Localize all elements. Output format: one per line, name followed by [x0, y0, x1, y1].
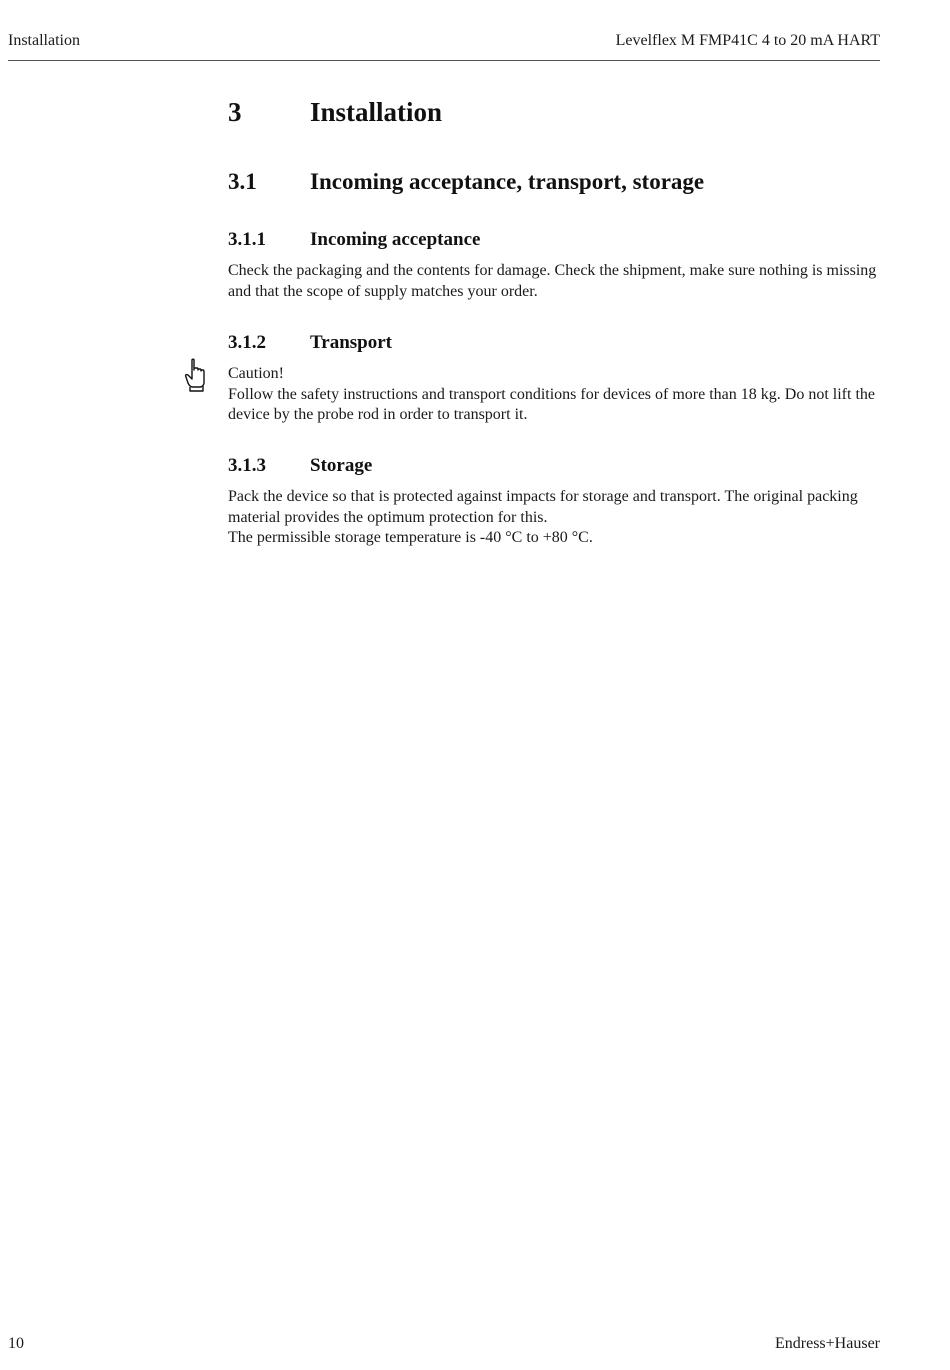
chapter-heading — [228, 96, 442, 128]
running-header-product: Levelflex M FMP41C 4 to 20 mA HART — [615, 32, 880, 49]
footer-brand: Endress+Hauser — [775, 1335, 880, 1352]
storage-temperature-text: The permissible storage temperature is -40 °C to +80 °C. — [228, 529, 593, 546]
subsection-number: 3.1.3 — [228, 455, 266, 476]
subsection-number: 3.1.1 — [228, 229, 266, 250]
running-header-section: Installation — [8, 32, 80, 49]
chapter-number: 3 — [228, 97, 242, 127]
caution-text: Follow the safety instructions and transport conditions for devices of more than 18 kg. Do not lift the device by the probe rod in order to transport it. — [228, 385, 875, 423]
page-number: 10 — [8, 1335, 24, 1352]
pointing-hand-icon — [183, 358, 207, 392]
caution-label: Caution! — [228, 365, 284, 382]
subsection-number: 3.1.2 — [228, 332, 266, 353]
incoming-acceptance-text: Check the packaging and the contents for damage. Check the shipment, make sure nothing is missing and that the scope of supply matches your order. — [228, 262, 877, 300]
subsection-title: Storage — [310, 455, 373, 476]
chapter-title: Installation — [310, 97, 443, 127]
subsection-heading-3-1-3 — [228, 454, 372, 478]
subsection-title: Transport — [310, 332, 392, 353]
section-number: 3.1 — [228, 169, 257, 194]
subsection-heading-3-1-1 — [228, 228, 480, 252]
section-title: Incoming acceptance, transport, storage — [310, 169, 705, 194]
storage-text: Pack the device so that is protected against impacts for storage and transport. The original packing material provides the optimum protection for this. — [228, 488, 858, 526]
section-heading-3-1 — [228, 168, 704, 196]
subsection-title: Incoming acceptance — [310, 229, 481, 250]
subsection-heading-3-1-2 — [228, 331, 392, 355]
header-divider — [8, 60, 880, 61]
